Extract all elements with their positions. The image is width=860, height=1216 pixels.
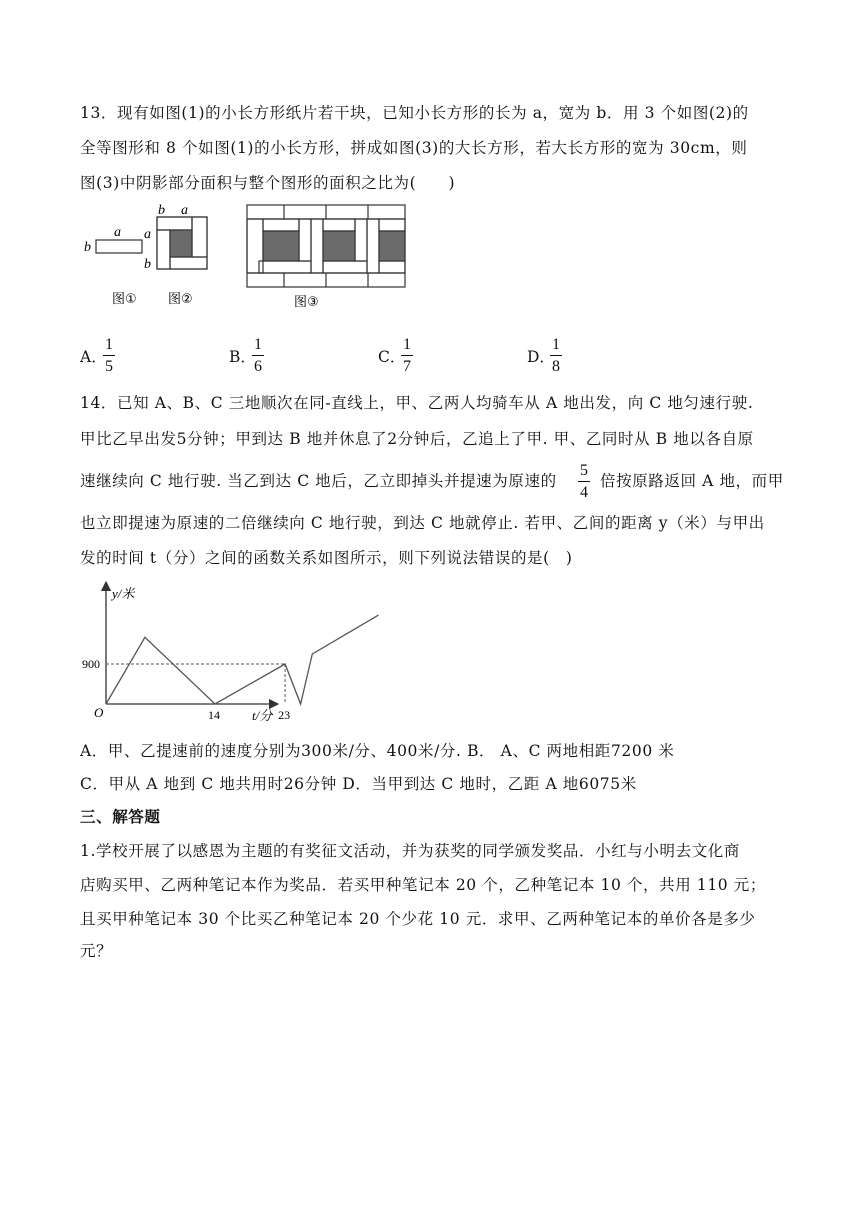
x-axis-label: t/分 <box>252 708 273 723</box>
distance-line <box>106 615 379 704</box>
y-tick-label: 900 <box>82 657 100 671</box>
q13-figures <box>78 200 418 315</box>
q13-option-c-fraction: 1 7 <box>403 336 411 375</box>
s3-p3: 且买甲种笔记本 30 个比买乙种笔记本 20 个少花 10 元．求甲、乙两种笔记本的单价各是多少 <box>80 910 756 928</box>
fig1-b-label: b <box>84 240 91 255</box>
q13-line1: 13．现有如图(1)的小长方形纸片若干块，已知小长方形的长为 a，宽为 b．用 3 个如图(2)的 <box>80 104 749 122</box>
fig1-caption: 图① <box>112 292 137 307</box>
q14-line4: 也立即提速为原速的二倍继续向 C 地行驶，到达 C 地就停止. 若甲、乙间的距离 y（米）与甲出 <box>80 514 765 532</box>
q13-option-c: C． <box>378 348 406 366</box>
fig1-rect <box>96 240 142 253</box>
q14-chart <box>78 578 291 728</box>
q14-fraction: 5 4 <box>580 462 588 501</box>
s3-p4: 元？ <box>80 942 113 960</box>
svg-text:b: b <box>144 257 151 272</box>
fig1-a-label: a <box>114 225 121 240</box>
s3-p2: 店购买甲、乙两种笔记本作为奖品．若买甲种笔记本 20 个，乙种笔记本 10 个，共用 110 元； <box>80 876 766 894</box>
svg-text:a: a <box>181 203 188 218</box>
q13-line2: 全等图形和 8 个如图(1)的小长方形，拼成如图(3)的大长方形，若大长方形的宽为 30cm，则 <box>80 139 748 157</box>
svg-text:a: a <box>144 227 151 242</box>
q13-option-a-fraction: 1 5 <box>105 336 113 375</box>
q13-option-b-fraction: 1 6 <box>254 336 262 375</box>
fig3-caption: 图③ <box>294 295 319 310</box>
x-tick-label: 23 <box>278 708 291 722</box>
section-heading: 三、解答题 <box>80 807 161 826</box>
q14-line1: 14．已知 A、B、C 三地顺次在同-直线上，甲、乙两人均骑车从 A 地出发，向 C 地匀速行驶. <box>80 394 754 412</box>
q14-options-ab: A．甲、乙提速前的速度分别为300米/分、400米/分. B． A、C 两地相距7200 米 <box>80 742 675 760</box>
svg-text:b: b <box>158 203 165 218</box>
q14-line3b: 倍按原路返回 A 地，而甲 <box>600 472 784 490</box>
q13-line3: 图(3)中阴影部分面积与整个图形的面积之比为( ) <box>80 174 456 192</box>
x-tick-label: 14 <box>208 708 220 722</box>
s3-p1: 1.学校开展了以感恩为主题的有奖征文活动，并为获奖的同学颁发奖品．小红与小明去文化商 <box>80 842 740 860</box>
fig2-caption: 图② <box>168 292 193 307</box>
q14-line2: 甲比乙早出发5分钟；甲到达 B 地并休息了2分钟后，乙追上了甲. 甲、乙同时从 B 地以各自原 <box>80 430 754 448</box>
q14-line5: 发的时间 t（分）之间的函数关系如图所示，则下列说法错误的是( ) <box>80 549 573 567</box>
q14-options-cd: C．甲从 A 地到 C 地共用时26分钟 D．当甲到达 C 地时，乙距 A 地6075米 <box>80 775 637 793</box>
origin-label: O <box>94 705 104 720</box>
q13-option-d-fraction: 1 8 <box>552 336 560 375</box>
q14-line3a: 速继续向 C 地行驶. 当乙到达 C 地后，乙立即掉头并提速为原速的 <box>80 472 557 490</box>
q13-option-b: B． <box>229 348 256 366</box>
q13-option-d: D． <box>527 348 555 366</box>
y-axis-label: y/米 <box>112 586 135 601</box>
q13-option-a: A． <box>80 348 107 366</box>
